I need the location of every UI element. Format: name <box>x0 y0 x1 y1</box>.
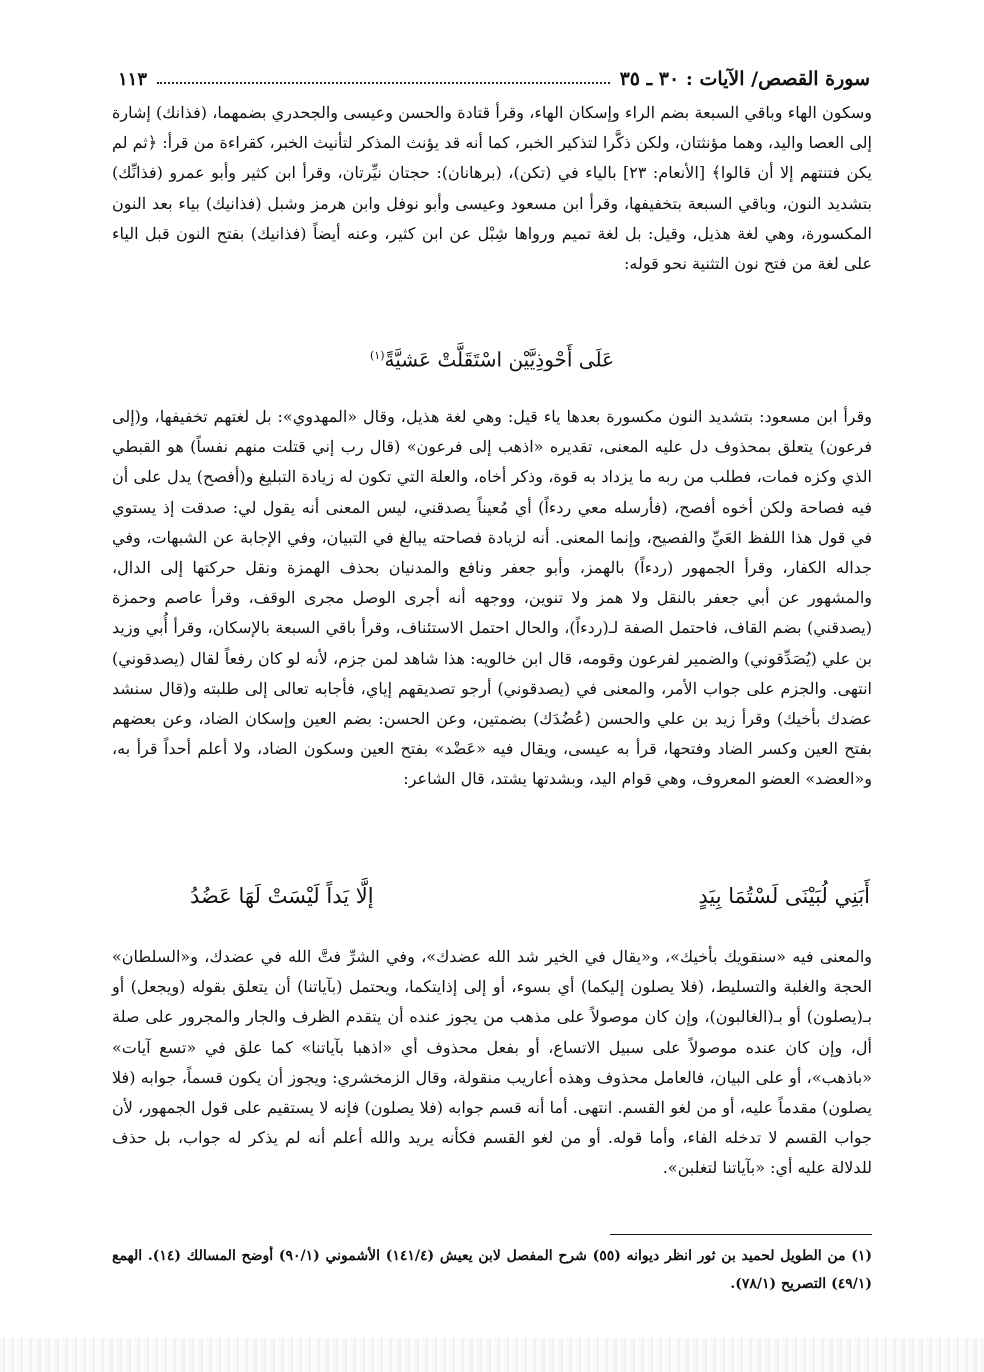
surah-title: سورة القصص/ الآيات : ٣٠ ـ ٣٥ <box>619 68 870 90</box>
first-hemistich: أَبَنِي لُبَيْنَى لَسْتُمَا بِيَدٍ <box>698 884 870 908</box>
footnote-divider <box>610 1234 872 1235</box>
verse-line-1 <box>112 338 872 378</box>
footnote <box>112 1242 872 1298</box>
paragraph-1 <box>112 98 872 279</box>
paragraph-text: وسكون الهاء وباقي السبعة بضم الراء وإسكان الهاء، وقرأ قتادة والحسن وعيسى والجحدري بضمهما، (فذانك) إشارة إلى العصا واليد، وهما مؤنثتان، ولكن ذكَّرا لتذكير الخبر، كما أنه قد يؤنث المذكر لتأنيث الخبر، كقراءة من قرأ: ﴿ثم لم يكن فتنتهم إلا أن قالوا﴾ [الأنعام: ٢٣] بالياء في (تكن)، (برهانان): حجتان نيِّرتان، وقرأ ابن كثير وأبو عمرو (فذانِّك) بتشديد النون، وباقي السبعة بتخفيفها، وقرأ ابن مسعود وعيسى وأبو نوفل وابن هرمز وشبل (فذانيك) بياء بعد النون المكسورة، وهي لغة هذيل، وقيل: بل لغة تميم ورواها شِبْل عن ابن كثير، وعنه أيضاً (فذانيك) بفتح النون قبل الياء على لغة من فتح نون التثنية نحو قوله: <box>112 103 873 274</box>
second-hemistich: إلَّا يَداً لَيْسَتْ لَهَا عَضُدُ <box>190 884 374 908</box>
paragraph-text: وقرأ ابن مسعود: بتشديد النون مكسورة بعدها ياء قيل: وهي لغة هذيل، وقال «المهدوي»: بل لغتهم تخفيفها، و(إلى فرعون) يتعلق بمحذوف دل عليه المعنى، تقديره «اذهب إلى فرعون» (قال رب إني قتلت منهم نفساً) هو القبطي الذي وكزه فمات، فطلب من ربه ما يزداد به قوة، وذكر أخاه، والعلة التي تكون له زيادة التبليغ و(أفصح) يدل على أن فيه فصاحة ولكن أخوه أفصح، (فأرسله معي ردءاً) أي مُعيناً يصدقني، ليس المعنى أنه يقول لي: صدقت إذ يستوي في قول هذا اللفظ العَيِّ والفصيح، وإنما المعنى. أنه لزيادة فصاحته يبالغ في التبيان، وفي الإجابة عن الشبهات، وفي جداله الكفار، وقرأ الجمهور (ردءاً) بالهمز، وأبو جعفر ونافع والمدنيان بحذف الهمزة ونقل حركتها إلى الدال، والمشهور عن أبي جعفر بالنقل ولا همز ولا تنوين، ووجهه أنه أجرى الوصل مجرى الوقف، وقرأ عاصم وحمزة (يصدقني) بضم القاف، فاحتمل الصفة لـ(ردءاً)، والحال احتمل الاستئناف، وقرأ باقي السبعة بالإسكان، وقرأ أُبي وزيد بن علي (يُصَدِّقوني) والضمير لفرعون وقومه، قال ابن خالويه: هذا شاهد لمن جزم، لأنه لو كان رفعاً لقال (يصدقوني) انتهى. والجزم على جواب الأمر، والمعنى في (يصدقوني) أرجو تصديقهم إياي، فأجابه تعالى إلى طلبته و(قال سنشد عضدك بأخيك) وقرأ زيد بن علي والحسن (عُضُدَك) بضمتين، وعن الحسن: بضم العين وإسكان الضاد، وعن بعضهم بفتح العين وكسر الضاد وفتحها، قرأ به عيسى، ويقال فيه «عَضْد» بفتح العين وسكون الضاد، ولا أعلم أحداً قرأ به، و«العضد» العضو المعروف، وهي قوام اليد، وبشدتها يشتد، قال الشاعر: <box>112 407 873 789</box>
footnote-text: (١) من الطويل لحميد بن ثور انظر ديوانه (٥٥) شرح المفصل لابن يعيش (١٤١/٤) الأشموني (٩٠/١) أوضح المسالك (١٤). الهمع (٤٩/١) التصريح (٧٨/١). <box>112 1248 872 1292</box>
verse-text: عَلَى أَحْوذِيَّيْن اسْتَقَلَّتْ عَشيَّةً <box>384 347 615 372</box>
header-leader-dots <box>157 82 610 84</box>
paragraph-3 <box>112 942 872 1184</box>
page-number: ١١٣ <box>118 68 148 90</box>
scan-noise-edge <box>0 1338 984 1372</box>
footnote-marker: (١) <box>369 349 385 362</box>
paragraph-2 <box>112 402 872 795</box>
page-header <box>118 66 870 92</box>
paragraph-text: والمعنى فيه «سنقويك بأخيك»، و«يقال في الخير شد الله عضدك»، وفي الشرِّ فتَّ الله في عضدك، و«السلطان» الحجة والغلبة والتسليط، (فلا يصلون إليكما) أي بسوء، أو إلى إذايتكما، ويحتمل (بآياتنا) أن يتعلق بقوله (ويجعل) أو بـ(يصلون) أو بـ(الغالبون)، وإن كان موصولاً على مذهب من يجوز عنده أن يتقدم الظرف والجار والمجرور على صلة أل، وإن كان عنده موصولاً على سبيل الاتساع، أو بفعل محذوف أي «اذهبا بآياتنا» كما علق في «تسع آيات» «باذهب»، أو على البيان، فالعامل محذوف وهذه أعاريب منقولة، وقال الزمخشري: ويجوز أن يكون قسماً، جوابه (فلا يصلون) مقدماً عليه، أو من لغو القسم. انتهى. أما أنه قسم جوابه (فلا يصلون) فإنه لا يستقيم على قول الجمهور، لأن جواب القسم لا تدخله الفاء، وأما قوله. أو من لغو القسم فكأنه يريد والله أعلم أنه لم يذكر له جواب، بل حذف للدلالة عليه أي: «بآياتنا لتغلبن». <box>112 947 872 1178</box>
poetry-verse <box>190 876 870 916</box>
